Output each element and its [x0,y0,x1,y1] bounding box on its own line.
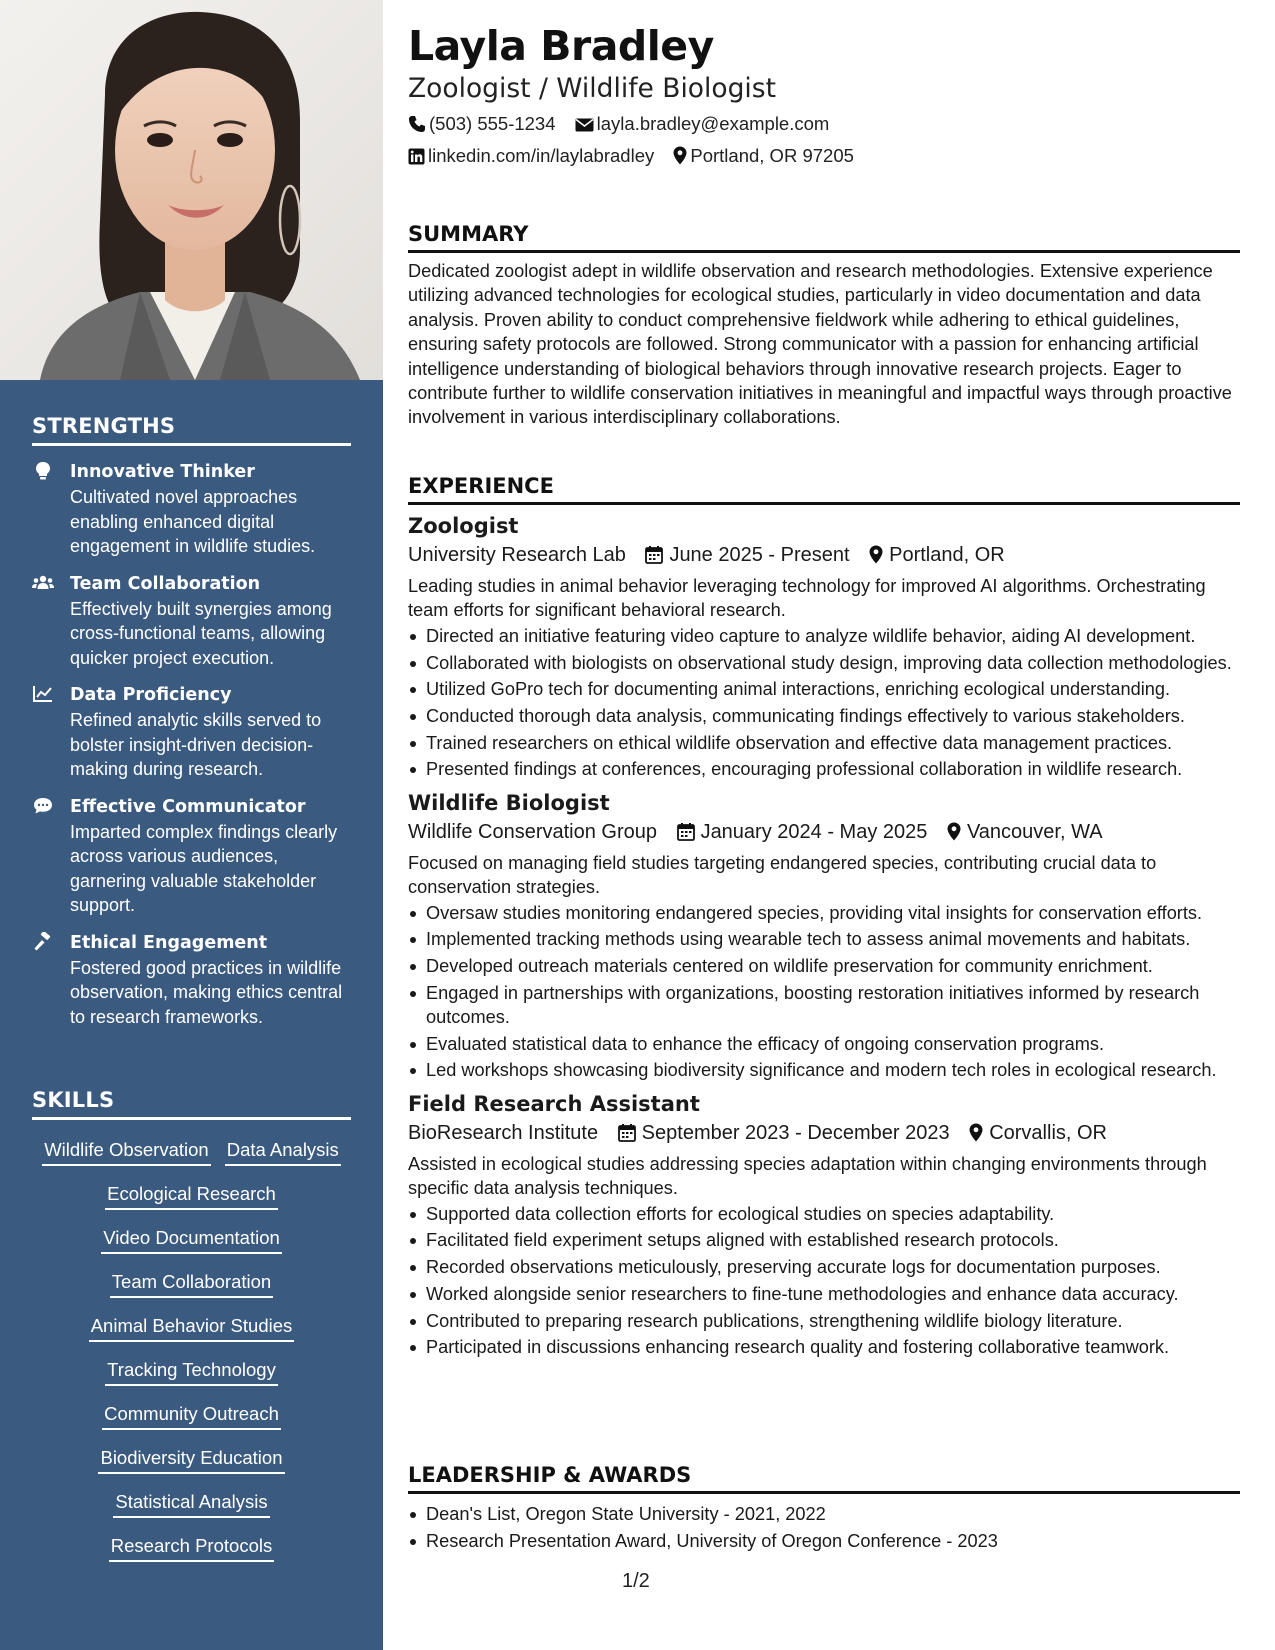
strengths-heading: STRENGTHS [32,414,351,446]
chart-line-icon [32,684,54,704]
list-item: Research Presentation Award, University of Oregon Conference - 2023 [408,1529,1240,1553]
strength-description: Imparted complex findings clearly across various audiences, garnering valuable stakeholder support. [70,821,338,915]
phone-text: (503) 555-1234 [429,113,556,134]
list-item: Participated in discussions enhancing research quality and fostering collaborative teamwork. [408,1335,1240,1359]
list-item: Facilitated field experiment setups aligned with established research protocols. [408,1228,1240,1252]
lightbulb-icon [32,461,54,481]
location-text: Portland, OR 97205 [690,145,854,166]
job-title: Zoologist [408,514,519,538]
candidate-role: Zoologist / Wildlife Biologist [408,73,776,104]
list-item: Engaged in partnerships with organizations, boosting restoration initiatives informed by research outcomes. [408,981,1240,1030]
job-description: Focused on managing field studies targeting endangered species, contributing crucial data to conservation strategies. [408,852,1157,898]
job-description: Leading studies in animal behavior leveraging technology for improved AI algorithms. Orchestrating team efforts for significant behavioral research. [408,576,1206,621]
job-title: Wildlife Biologist [408,790,610,815]
strength-item [32,795,351,918]
job-location: Vancouver, WA [966,820,1103,843]
job-org: University Research Lab [408,544,626,566]
experience-heading: EXPERIENCE [408,474,1240,505]
list-item: Directed an initiative featuring video capture to analyze wildlife behavior, aiding AI development. [408,624,1240,648]
map-pin-icon [869,545,883,564]
skill-tag: Statistical Analysis [113,1490,269,1518]
phone-item [408,113,556,135]
strength-description: Effectively built synergies among cross-functional teams, allowing quicker project execution. [70,598,332,668]
job-title: Field Research Assistant [408,1091,700,1116]
list-item: Utilized GoPro tech for documenting animal interactions, enriching ecological understanding. [408,677,1240,701]
skill-tag: Video Documentation [101,1226,282,1254]
job-dates: June 2025 - Present [669,544,850,566]
skill-tag: Biodiversity Education [98,1446,284,1474]
job-meta [408,817,1240,847]
contact-row-2 [408,145,868,167]
awards-list [408,1502,1240,1553]
list-item: Trained researchers on ethical wildlife observation and effective data management practices. [408,731,1240,755]
summary-text: Dedicated zoologist adept in wildlife observation and research methodologies. Extensive experience utilizing advanced technologies for ecological studies, particularly in video documentation and data analysis. Proven ability to conduct comprehensive fieldwork while adhering to ethical guidelines, ensuring safety protocols are followed. Strong communicator with a passion for enhancing artificial intelligence understanding of biological behaviors through innovative research projects. Eager to contribute further to wildlife conservation initiatives in meaningful and impactful ways through proactive involvement in various interdisciplinary collaborations. [408,261,1232,428]
page-number: 1/2 [622,1570,650,1592]
job-meta [408,540,1240,570]
list-item: Presented findings at conferences, encouraging professional collaboration in wildlife research. [408,757,1240,781]
map-pin-icon [969,1123,983,1142]
candidate-name: Layla Bradley [408,22,714,70]
job-location: Portland, OR [889,544,1005,566]
skills-heading: SKILLS [32,1088,351,1120]
strength-title: Data Proficiency [70,685,232,705]
list-item: Collaborated with biologists on observational study design, improving data collection methodologies. [408,651,1240,675]
strength-title: Innovative Thinker [70,462,255,482]
users-icon [32,573,54,593]
speech-bubble-icon [32,796,54,816]
job-entry [408,512,1240,782]
job-description: Assisted in ecological studies addressing species adaptation within changing environments through specific data analysis techniques. [408,1153,1207,1199]
strengths-section [32,414,351,1029]
list-item: Conducted thorough data analysis, communicating findings effectively to various stakeholders. [408,704,1240,728]
job-meta [408,1118,1240,1148]
strength-title: Team Collaboration [70,573,261,594]
job-org: BioResearch Institute [408,1121,599,1144]
list-item: Contributed to preparing research publications, strengthening wildlife biology literature. [408,1309,1240,1333]
calendar-icon [645,545,663,564]
summary-section [408,222,1240,430]
map-pin-icon [673,146,687,165]
map-pin-icon [947,822,961,841]
list-item: Developed outreach materials centered on wildlife preservation for community enrichment. [408,954,1240,978]
linkedin-item[interactable] [408,145,654,167]
email-text[interactable]: layla.bradley@example.com [596,113,830,134]
awards-section [408,1463,1240,1555]
job-org: Wildlife Conservation Group [408,820,657,843]
experience-section [408,474,1240,1362]
profile-photo-illustration [0,0,383,380]
location-item [673,145,854,167]
list-item: Led workshops showcasing biodiversity significance and modern tech roles in ecological research. [408,1058,1240,1082]
email-item[interactable] [575,113,830,135]
awards-heading: LEADERSHIP & AWARDS [408,1463,1240,1494]
calendar-icon [677,822,695,841]
strength-item [32,460,351,559]
job-dates: September 2023 - December 2023 [641,1121,950,1144]
strength-item [32,683,351,782]
list-item: Oversaw studies monitoring endangered species, providing vital insights for conservation efforts. [408,901,1240,925]
job-entry [408,1090,1240,1360]
strength-title: Ethical Engagement [70,932,268,953]
strength-description: Fostered good practices in wildlife observation, making ethics central to research frameworks. [70,957,343,1027]
skills-list [32,1130,351,1570]
job-bullets [408,1202,1240,1360]
linkedin-icon [408,148,425,165]
skill-tag: Research Protocols [109,1534,274,1562]
skill-tag: Animal Behavior Studies [89,1314,295,1342]
strength-description: Cultivated novel approaches enabling enhanced digital engagement in wildlife studies. [70,487,316,556]
profile-photo [0,0,383,380]
summary-heading: SUMMARY [408,222,1240,253]
job-location: Corvallis, OR [989,1121,1107,1144]
skill-tag: Data Analysis [225,1138,341,1166]
sidebar [0,0,383,1650]
job-dates: January 2024 - May 2025 [700,820,928,843]
list-item: Implemented tracking methods using wearable tech to assess animal movements and habitats. [408,927,1240,951]
list-item: Worked alongside senior researchers to fine-tune methodologies and enhance data accuracy. [408,1282,1240,1306]
list-item: Supported data collection efforts for ecological studies on species adaptability. [408,1202,1240,1226]
contact-row [408,113,843,135]
list-item: Recorded observations meticulously, preserving accurate logs for documentation purposes. [408,1255,1240,1279]
strength-description: Refined analytic skills served to bolster insight-driven decision-making during research. [70,710,322,779]
linkedin-text[interactable]: linkedin.com/in/laylabradley [428,145,655,166]
envelope-icon [575,117,594,133]
phone-icon [408,115,426,133]
strength-title: Effective Communicator [70,796,306,817]
skill-tag: Team Collaboration [110,1270,273,1298]
gavel-icon [32,932,54,952]
strength-item [32,931,351,1030]
job-entry [408,789,1240,1083]
skill-tag: Tracking Technology [105,1358,278,1386]
skills-section [32,1088,351,1570]
skill-tag: Ecological Research [105,1182,278,1210]
job-bullets [408,624,1240,782]
list-item: Evaluated statistical data to enhance the efficacy of ongoing conservation programs. [408,1032,1240,1056]
strength-item [32,572,351,671]
skill-tag: Community Outreach [102,1402,281,1430]
skill-tag: Wildlife Observation [42,1138,211,1166]
list-item: Dean's List, Oregon State University - 2021, 2022 [408,1502,1240,1526]
job-bullets [408,901,1240,1083]
calendar-icon [618,1123,636,1142]
